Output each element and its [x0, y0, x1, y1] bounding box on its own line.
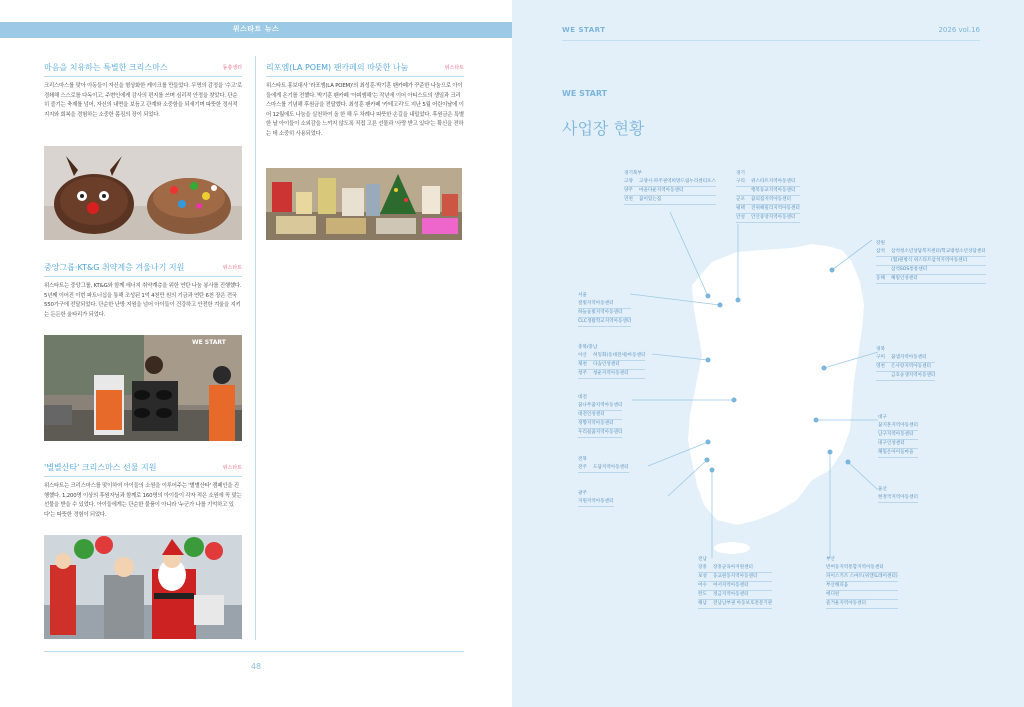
column-divider: [255, 56, 256, 640]
center-name: 파이스키즈 스마트(위캔토레어센터): [826, 574, 898, 579]
gifts-photo: [266, 168, 462, 240]
center-name: 허밍회(동대전세)아동센터: [593, 353, 646, 358]
city: 제천: [578, 362, 587, 367]
center-name: 고양시·파주권역희망드림누리센터포스: [639, 179, 716, 184]
region-daegu: [878, 414, 918, 458]
center-name: 도담지역아동센터: [593, 465, 629, 470]
article-tag: 위스타트: [444, 65, 464, 71]
city: 평택: [736, 206, 745, 211]
region-name: 전남: [698, 557, 707, 562]
center-name: 해밀인성센터: [891, 276, 918, 281]
region-gyeongbuk: [876, 346, 935, 381]
city: 장흥: [698, 565, 707, 570]
article-tag: 위스타트: [222, 465, 242, 471]
center-name: 남구지역아동센터: [878, 432, 914, 437]
center-name: CLC생활학교지역아동센터: [578, 319, 632, 324]
region-seoul: [578, 292, 631, 327]
article-title: 중앙그룹·KT&G 취약계층 겨울나기 지원: [44, 263, 185, 272]
center-name: 은사랑지역아동센터: [891, 364, 931, 369]
city: 청주: [578, 371, 587, 376]
city: 전주: [578, 465, 587, 470]
center-name: 청운지역아동센터: [593, 371, 629, 376]
center-name: 정금지역아동센터: [713, 592, 749, 597]
center-name: (협)원방식 위스타트삼척지역아동센터: [891, 258, 968, 263]
city: 안성: [736, 215, 745, 220]
article-lapoem-fancafe: [266, 62, 464, 166]
center-name: 해밀온아이들마을: [878, 450, 914, 455]
article-tag: 동충생터: [222, 65, 242, 71]
city: 구미: [876, 355, 885, 360]
center-name: 전남남부권 아동보호전문기관: [713, 601, 773, 606]
center-name: 즐거운지역아동센터: [826, 601, 866, 606]
santa-photo: [44, 535, 242, 639]
center-name: 대전인성센터: [578, 412, 605, 417]
city: 보성: [698, 574, 707, 579]
region-name: 서울: [578, 293, 587, 298]
cake-photo: [44, 146, 242, 240]
city: 해남: [698, 601, 707, 606]
center-name: 진위해밀리지역아동센터: [751, 206, 800, 211]
footer-line: [44, 651, 464, 652]
divider: [266, 76, 464, 77]
article-body: 위스타트는 크리스마스를 맞이하여 아이들의 소원을 이루어주는 '별별산타' 캠페인을 진행했다. 1,200명 이상의 후원자님과 함께로 160명의 아이들이 각자 적은 소원에 꼭 맞는 선물을 받을 수 있었다. 아이들에게는 단순한 물품이 아니라 '누군가 나를 기억하고 있다'는 따뜻한 경험이 되었다.: [44, 483, 242, 518]
region-busan: [826, 556, 898, 609]
region-name: 강원: [876, 241, 885, 246]
article-body: 위스타트는 중앙그룹, KT&G와 함께 에너지 취약계층을 위한 연탄 나눔 봉사를 진행했다. 5년째 이어진 이번 파트너십을 통해 조성된 1억 4천만 원의 기금과 연탄 6천 장은 전국 550가구에 전달되었다. 단순한 난방 지원을 넘어 아이들이 건강하고 안전한 겨울을 지키는 든든한 울타리가 되었다.: [44, 283, 242, 318]
divider: [44, 276, 242, 277]
section-subtitle: WE START: [562, 89, 608, 98]
brand-label: WE START: [562, 26, 606, 34]
center-name: 반여동지역통합지역아동센터: [826, 565, 884, 570]
article-title: '별별산타' 크리스마스 선물 지원: [44, 463, 157, 472]
center-name: 부산해피움: [826, 583, 849, 588]
city: 연천: [624, 197, 633, 202]
region-gwangju: [578, 490, 614, 507]
article-body: 위스타트 홍보대사 '라포엠(LA POEM)'의 최성훈·박기훈 팬카페가 꾸준한 나눔으로 아이들에게 온기를 전했다. 박기훈 팬카페 '아피엠해'는 작년에 이어 아티스트의 생일과 크리스마스를 기념해 후원금을 전달했다. 최성훈 팬카페 '카테고리'도 지난 5월 어린이날에 이어 12월에도 나눔을 실천하여 올 한 해 두 차례나 따뜻한 손길을 내밀었다. 후원금은 특별한 날 아이들이 소외감을 느끼지 않도록 직접 고른 선물과 '사랑 받고 있다'는 확신을 전하는 데 소중히 사용되었다.: [266, 83, 464, 137]
city: [876, 266, 886, 274]
region-daejeon: [578, 394, 622, 438]
center-name: 지원지역아동센터: [578, 499, 614, 504]
photo-watermark: WE START: [192, 339, 226, 346]
divider: [44, 476, 242, 477]
city: 양주: [624, 188, 633, 193]
region-name: 충북/충남: [578, 345, 598, 350]
center-name: 꿈이있는집: [639, 197, 662, 202]
right-page: [512, 0, 1024, 707]
center-name: 대구인성센터: [878, 441, 905, 446]
city: [876, 257, 886, 265]
briquette-volunteer-photo: [44, 335, 242, 441]
center-name: 절빛지역아동센터: [578, 301, 614, 306]
center-name: 금호숭생지역아동센터: [891, 373, 936, 378]
city: 삼척: [876, 249, 885, 254]
article-title: 마음을 치유하는 특별한 크리스마스: [44, 63, 168, 72]
city: 구리: [736, 179, 745, 184]
city: [876, 372, 886, 380]
center-name: 우리쉼꿈지역아동센터: [578, 430, 623, 435]
region-name: 광주: [578, 491, 587, 496]
region-name: 경북: [876, 347, 885, 352]
article-body: 크리스마스를 맞아 아동들이 자신을 형상화한 케이크를 만들었다. 무명의 감정을 '수고'로 경쇄해 스스로를 다독이고, 주변인에게 감사의 편지를 쓰며 심리적 안정을 찾았다. 단순히 즐기는 축제를 넘어, 자신의 내면을 보듬고 관계와 소중함을 되새기며 따뜻한 정서적 지지와 회복을 경험하는 소중한 몸짐의 장이 되었다.: [44, 83, 242, 118]
region-name: 대전: [578, 395, 587, 400]
city: 영천: [876, 364, 885, 369]
center-name: 에디펀: [826, 592, 840, 597]
city: 동해: [876, 276, 885, 281]
center-name: 꿈지혼지역아동센터: [878, 423, 918, 428]
city: 완도: [698, 592, 707, 597]
center-name: 꿈의집지역아동센터: [751, 197, 791, 202]
center-name: 마을다운지역아동센터: [639, 188, 684, 193]
center-name: 웅교원동지역아동센터: [713, 574, 758, 579]
region-jeonbuk: [578, 456, 629, 473]
page-number: 48: [250, 662, 262, 671]
city: 군포: [736, 197, 745, 202]
city: 여수: [698, 583, 707, 588]
region-gyeonggi: [736, 170, 800, 223]
center-name: 장흥군육아지원센터: [713, 565, 753, 570]
article-tag: 위스타트: [222, 265, 242, 271]
region-ulsan: [878, 486, 918, 503]
region-name: 전북: [578, 457, 587, 462]
center-name: 현정국지역아동센터: [878, 495, 918, 500]
divider: [44, 76, 242, 77]
region-gangwon: [876, 240, 986, 284]
news-header-title: 위스타트 뉴스: [232, 25, 280, 33]
region-name: 대구: [878, 415, 887, 420]
article-byeolbyeol-santa: [44, 462, 242, 532]
article-christmas-healing: [44, 62, 242, 142]
center-name: 하늘숲빛지역아동센터: [578, 310, 623, 315]
region-chungbuk: [578, 344, 645, 379]
center-name: 여서지역아동센터: [713, 583, 749, 588]
center-name: 삼척청소년상담복지센터/학교밖청소년상담센터: [891, 249, 986, 254]
region-name: 부산: [826, 557, 835, 562]
city: 고양: [624, 179, 633, 184]
center-name: 꿈나무꿈지역아동센터: [578, 403, 623, 408]
section-title: 사업장 현황: [562, 119, 645, 138]
center-name: 정향지역아동센터: [578, 421, 614, 426]
article-title: 리포엠(LA POEM) 팬카페의 따뜻한 나눔: [266, 63, 409, 72]
center-name: 안산중앙지역아동센터: [751, 215, 796, 220]
center-name: 행복둥교지역아동센터: [751, 188, 796, 193]
region-name: 울산: [878, 487, 887, 492]
news-header-bar: [0, 22, 512, 38]
city: 아산: [578, 353, 587, 358]
region-gyeonggi-north: [624, 170, 716, 205]
region-name: 경기: [736, 171, 745, 176]
center-name: 꿈샘지역아동센터: [891, 355, 927, 360]
volume-label: 2026 vol.16: [938, 26, 980, 34]
city: [736, 187, 746, 195]
region-name: 경기북부: [624, 171, 642, 176]
center-name: 다솜인성센터: [593, 362, 620, 367]
center-name: 위스타트지역아동센터: [751, 179, 796, 184]
article-winter-support: [44, 262, 242, 332]
region-jeonnam: [698, 556, 772, 609]
center-name: 삼척SOS통통센터: [891, 267, 928, 272]
